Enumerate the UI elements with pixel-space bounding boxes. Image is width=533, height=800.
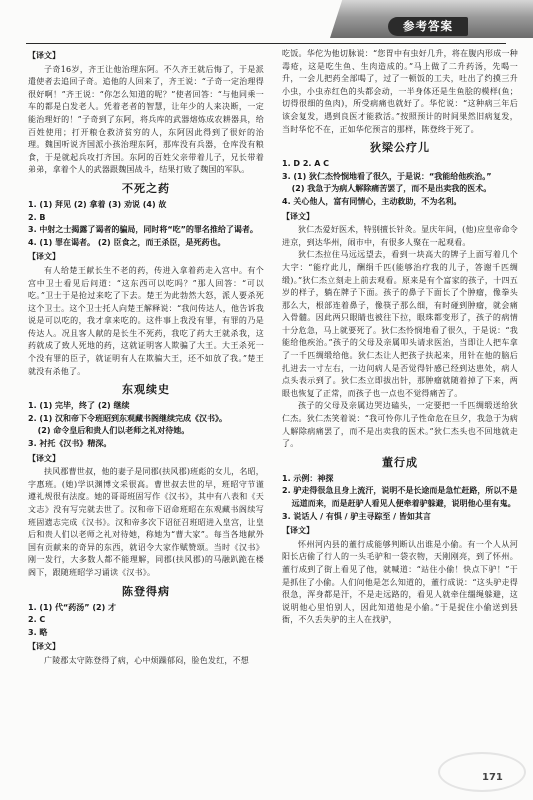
section-title: 东观续史 xyxy=(122,383,170,397)
answer-line: 2. B xyxy=(28,212,46,222)
section-title: 陈登得病 xyxy=(122,584,170,598)
answer-line: 1. 示例：神探 xyxy=(282,473,334,483)
answer-line: (2) 我急于为病人解除痛苦罢了，而不是出卖我的医术。 xyxy=(291,184,492,194)
section-tag: 【译文】 xyxy=(28,51,60,60)
section-tag: 【译文】 xyxy=(28,252,60,262)
answer-line: 3. 说话人 / 有惧 / 驴主寻踪至 / 皆如其言 xyxy=(282,511,431,521)
header-rule xyxy=(26,43,506,44)
section-tag: 【译文】 xyxy=(28,453,60,463)
answer-line: 1. (1) 拜见 (2) 拿着 (3) 劝说 (4) 故 xyxy=(28,199,167,209)
paragraph: 狄仁杰拉住马远远望去，看到一块高大的牌子上面写着几个大字：“能疗此儿，酬绢千匹(能够治疗我的儿子，答谢千匹绸缎)。”狄仁杰立刻走上前去观看。原来是有个富家的孩子，十四五岁的样子，躺在牌子下面。孩子的鼻子下面长了个肿瘤，像拳头那么大，根部连着鼻子，像筷子那么细，有时碰到肿瘤，就会痛入骨髓。因此两只眼睛也被往下拉，眼珠都变形了，孩子的病情十分危急，马上就要死了。狄仁杰怜悯地看了很久，于是说：“我能给他疾治。”孩子的父母及亲属叩头请求医治，当即让人把车拿了一千匹绸缎给他。狄仁杰让人把孩子扶起来，用针在他的脑后扎进去一寸左右，一边问病人是否觉得针感已经到达患处，病人点头表示到了。狄仁杰立即拔出针，那肿瘤就随着掉了下来，两眼也恢复了正常，而孩子也一点也不觉得痛苦了。 xyxy=(282,250,518,398)
answer-line: 4. (1) 罪在谒者。 (2) 臣食之，而王杀臣，是死药也。 xyxy=(28,237,226,247)
header-label: 参考答案 xyxy=(388,17,468,36)
section-tag: 【译文】 xyxy=(28,642,60,652)
answer-line: 2. (1) 汉和帝下令班昭到东观藏书阁继续完成《汉书》。 xyxy=(28,413,228,423)
paragraph: 怀州河内县的董行成能够判断认出谁是小偷。有一个人从河阳长店偷了行人的一头毛驴和一袋衣物，天刚刚亮，到了怀州。董行成到了街上看见了他，就喊道：“站住小偷！快点下驴！”于是抓住了小偷。人们问他是怎么知道的，董行成说：“这头驴走得很急，浑身都是汗，不是走远路的，看见人就牵住缰绳躲避，这说明他心里怕别人，因此知道他是小偷。”于是捉住小偷送到县衙，不久丢失驴的主人在找驴， xyxy=(282,539,518,625)
paragraph: 吃饭。华佗为他切脉说：“您胃中有虫好几升，将在腹内形成一种毒疮，这是吃生鱼、生肉造成的。”马上做了二升药汤，先喝一升，一会儿把药全部喝了，过了一顿饭的工夫，吐出了约摸三升小虫，小虫赤红色的头都会动，一半身体还是生鱼脍的模样(鱼；切得很细的鱼肉)，所受病痛也就好了。华佗说：“这种病三年后该会复发，遇到良医才能救活。”按照预计的时间果然旧病复发，当时华佗不在，正如华佗预言的那样，陈登终于死了。 xyxy=(282,49,518,134)
section-tag: 【译文】 xyxy=(282,526,314,536)
paragraph: 广陵郡太守陈登得了病，心中烦躁郁闷，脸色发红，不想 xyxy=(44,655,249,665)
paragraph: 狄仁杰爱好医术，特别擅长针灸。显庆年间，(他)应皇帝命令进京，到达华州，闹市中，有很多人聚在一起观看。 xyxy=(282,225,518,247)
answer-line: 3. 略 xyxy=(28,627,48,637)
answer-line: 4. 关心他人，富有同情心，主动救助，不为名利。 xyxy=(282,196,462,206)
section-tag: 【译文】 xyxy=(282,211,314,221)
page-number: 171 xyxy=(482,772,503,783)
paragraph: 有人给楚王献长生不老的药，传进入拿着药走入宫中。有个宫中卫士看见后问道：“这东西可以吃吗？”那人回答：“可以吃。”卫士于是抢过来吃了下去。楚王为此勃然大怒，派人要杀死这个卫士。这个卫士托人向楚王解释说：“我问传达人，他告诉我说是可以吃的，我才拿来吃的。这件事上我没有罪，有罪的乃是传达人。况且客人献的是长生不死药，我吃了药大王就杀我，这药就成了致人死地的药，这就证明客人欺骗了大王。大王杀死一个没有罪的臣子，就证明有人在欺骗大王，还不如放了我。”楚王就没有杀他了。 xyxy=(28,265,264,376)
answer-line: 3. 中射之士揭露了谒者的骗局，同时将“吃”的罪名推给了谒者。 xyxy=(28,225,258,235)
answer-line: 2. 驴走得很急且身上流汗，说明不是长途而是急忙赶路，所以不是远道而来，而是赶驴人看见人便牵着驴躲避，说明他心里有鬼。 xyxy=(282,486,518,508)
section-title: 董行成 xyxy=(382,455,418,469)
section-title: 狄梁公疗儿 xyxy=(370,141,430,155)
answer-line: 1. (1) 代“药汤” (2) 才 xyxy=(28,602,117,612)
left-column xyxy=(28,48,264,668)
answer-line: 3. 衬托《汉书》精深。 xyxy=(28,439,112,449)
answer-line: 1. D 2. A C xyxy=(282,159,330,169)
right-column xyxy=(282,48,518,627)
paragraph: 扶风郡曹世叔，他的妻子是同郡(扶风郡)班彪的女儿，名昭，字惠班。(她)学识渊博文采很高。曹世叔去世的早，班昭守节谨遵礼规很有法度。她的哥哥班固写作《汉书》，其中有八表和《天文志》没有写完就去世了。汉和帝下诏命班昭在东观藏书阁续写班固遗志完成《汉书》。汉和帝多次下诏征召班昭进入皇宫，让皇后和贵人们以老师之礼对待她，称她为“曹大家”。每当各地献外国有贡献来的奇异的东西，就诏令大家作赋赞颂。当时《汉书》刚一发行，大多数人都不能理解，同郡(扶风郡)的马融趴跪在楼阁下，跟随班昭学习诵读《汉书》。 xyxy=(28,467,264,577)
answer-line: 2. C xyxy=(28,615,46,625)
paragraph: 子奇16岁，齐王让他治理东阿。不久齐王就后悔了，于是派遣使者去追回子奇。追他的人回来了，齐王说：“子奇一定治理得很好啊！”齐王说：“你怎么知道的呢？”使者回答：“与他同乘一车的都是白发老人。凭着老者的智慧，让年少的人来决断，一定能治理好的！”子奇到了东阿，将兵库的武器熔炼成农耕器具，给百姓使用；打开粮仓救济贫穷的人，东阿因此得到了很好的治理。魏国听说齐国派小孩治理东阿，那库没有兵器，仓库没有粮食，于是就起兵攻打齐国。东阿的百姓父亲带着儿子，兄长带着弟弟，拿着个人的武器跟魏国战斗，结果打败了魏国的军队。 xyxy=(28,64,264,175)
answer-line: (2) 命令皇后和贵人们以老师之礼对待她。 xyxy=(37,426,190,436)
section-title: 不死之药 xyxy=(122,181,170,195)
answer-line: 3. (1) 狄仁杰怜悯地看了很久，于是说：“我能给他疾治。” xyxy=(282,171,492,181)
paragraph: 孩子的父母及亲属边哭边磕头，一定要把一千匹绸缎送给狄仁杰。狄仁杰笑着说：“我可怜你儿子性命危在旦夕，我急于为病人解除病痛罢了，而不是出卖我的医术。”狄仁杰头也不回地就走了。 xyxy=(282,401,518,449)
answer-line: 1. (1) 完毕，终了 (2) 继续 xyxy=(28,401,130,411)
